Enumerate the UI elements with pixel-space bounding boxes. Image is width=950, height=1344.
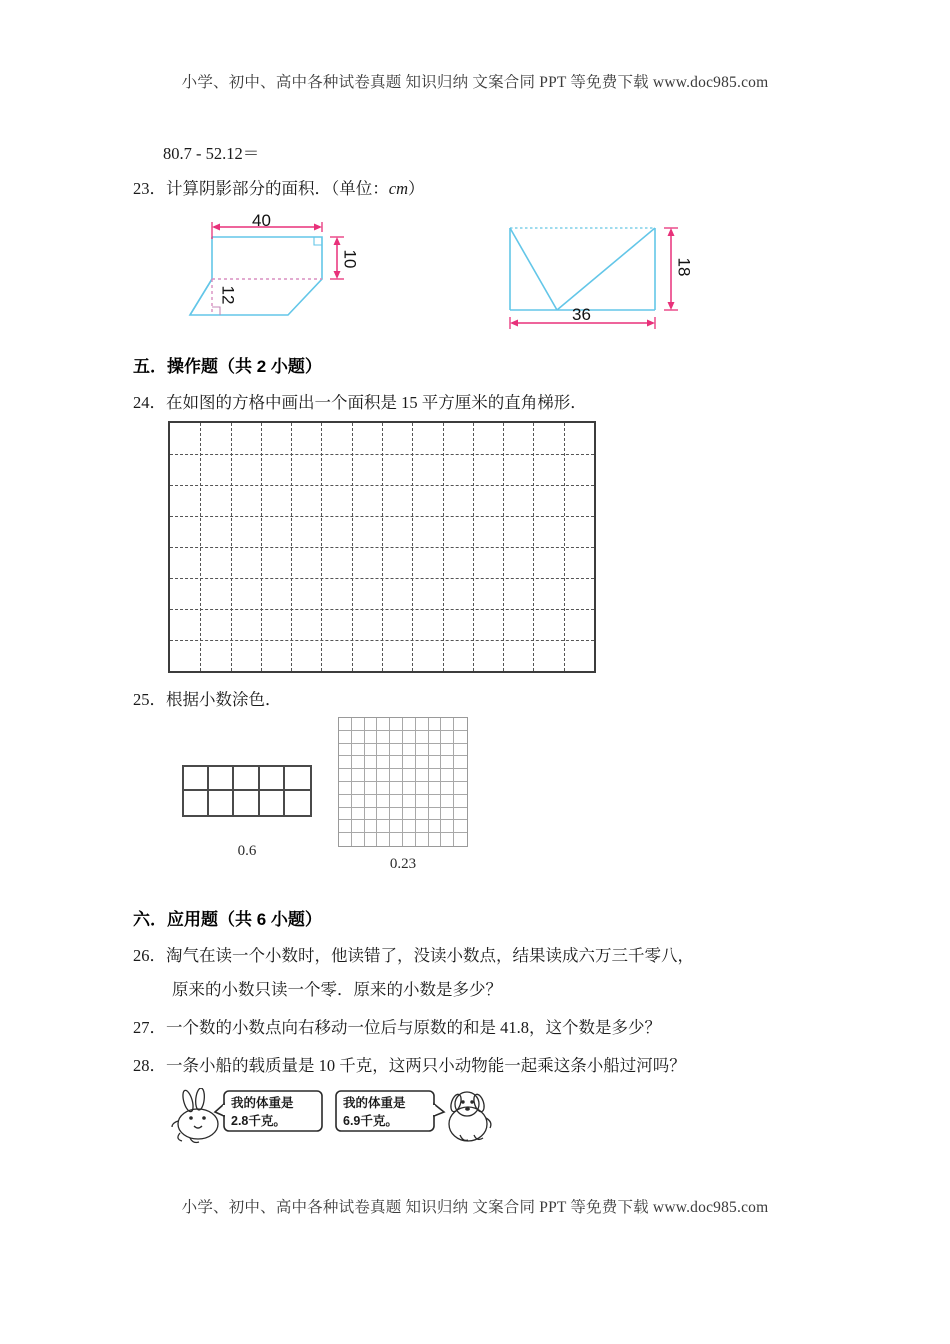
question-27-text: 一个数的小数点向右移动一位后与原数的和是 41.8，这个数是多少？: [166, 1018, 661, 1037]
grid-hline: [170, 640, 594, 641]
question-25-number: 25．: [133, 690, 166, 709]
grid-cell[interactable]: [377, 731, 390, 744]
grid-cell[interactable]: [441, 731, 454, 744]
inner-line-left-diagonal: [510, 228, 557, 310]
grid-cell[interactable]: [403, 731, 416, 744]
grid-cell[interactable]: [403, 769, 416, 782]
grid-cell[interactable]: [234, 767, 259, 791]
question-22-expression: 80.7 - 52.12＝: [163, 144, 260, 163]
question-24-number: 24．: [133, 393, 166, 412]
grid-cell[interactable]: [390, 718, 403, 731]
grid-cell[interactable]: [429, 744, 442, 757]
dim-arrow-36-right: [647, 320, 655, 327]
grid-cell[interactable]: [365, 782, 378, 795]
grid-cell[interactable]: [441, 744, 454, 757]
grid-cell[interactable]: [352, 782, 365, 795]
grid-cell[interactable]: [352, 833, 365, 846]
grid-cell[interactable]: [441, 833, 454, 846]
dim-arrow-36-left: [510, 320, 518, 327]
grid-cell[interactable]: [454, 833, 467, 846]
question-23-number: 23．: [133, 179, 166, 198]
grid-cell[interactable]: [403, 744, 416, 757]
grid-cell[interactable]: [285, 791, 310, 815]
grid-cell[interactable]: [390, 756, 403, 769]
grid-cell[interactable]: [377, 756, 390, 769]
grid-cell[interactable]: [441, 795, 454, 808]
rabbit-icon: [172, 1088, 218, 1143]
question-27-line: [133, 1014, 661, 1042]
grid-cell[interactable]: [339, 820, 352, 833]
dim-arrow-top-right: [314, 224, 322, 231]
grid-cell[interactable]: [339, 769, 352, 782]
grid-cell[interactable]: [339, 808, 352, 821]
dim-label-18: 18: [674, 257, 694, 277]
grid-hline: [170, 547, 594, 548]
grid-cell[interactable]: [429, 820, 442, 833]
grid-cell[interactable]: [441, 718, 454, 731]
grid-cell[interactable]: [454, 820, 467, 833]
animals-svg: [168, 1088, 498, 1150]
grid-cell[interactable]: [285, 767, 310, 791]
grid-cell[interactable]: [390, 820, 403, 833]
grid-cell[interactable]: [403, 756, 416, 769]
grid-hline: [170, 578, 594, 579]
dim-arrow-right-top: [334, 237, 341, 245]
dim-arrow-18-top: [668, 228, 675, 236]
grid-cell[interactable]: [365, 795, 378, 808]
inner-line-right-diagonal: [557, 228, 655, 310]
grid-cell[interactable]: [403, 833, 416, 846]
grid-cell[interactable]: [403, 808, 416, 821]
header-watermark: 小学、初中、高中各种试卷真题 知识归纳 文案合同 PPT 等免费下载 www.doc985.com: [181, 74, 769, 91]
grid-hline: [170, 454, 594, 455]
grid-cell[interactable]: [403, 718, 416, 731]
grid-cell[interactable]: [209, 767, 234, 791]
grid-cell[interactable]: [429, 731, 442, 744]
grid-cell[interactable]: [454, 808, 467, 821]
grid-cell[interactable]: [416, 718, 429, 731]
grid-cell[interactable]: [416, 744, 429, 757]
grid-cell[interactable]: [429, 718, 442, 731]
dog-icon: [449, 1092, 491, 1141]
grid-cell[interactable]: [403, 820, 416, 833]
grid-cell[interactable]: [352, 731, 365, 744]
grid-cell[interactable]: [260, 791, 285, 815]
grid-cell[interactable]: [390, 782, 403, 795]
shape-outline-path: [190, 237, 322, 315]
grid-cell[interactable]: [390, 808, 403, 821]
grid-cell[interactable]: [454, 718, 467, 731]
section-heading-five: 五．操作题（共 2 小题）: [133, 357, 322, 376]
grid-cell[interactable]: [416, 808, 429, 821]
grid-cell[interactable]: [352, 808, 365, 821]
hundredths-grid[interactable]: [338, 717, 468, 847]
grid-cell[interactable]: [454, 731, 467, 744]
question-23-text-end: ）: [408, 179, 425, 198]
dim-arrow-18-bottom: [668, 302, 675, 310]
grid-cell[interactable]: [352, 820, 365, 833]
grid-cell[interactable]: [416, 795, 429, 808]
grid-cell[interactable]: [352, 795, 365, 808]
shape-left-slant: [190, 279, 212, 315]
grid-cell[interactable]: [390, 769, 403, 782]
grid-cell[interactable]: [441, 769, 454, 782]
grid-hline: [170, 516, 594, 517]
figure-left-trapezoid: [180, 205, 420, 340]
grid-hline: [170, 485, 594, 486]
grid-cell[interactable]: [429, 756, 442, 769]
question-26-number: 26．: [133, 946, 166, 965]
grid-cell[interactable]: [454, 769, 467, 782]
question-28-number: 28．: [133, 1056, 166, 1075]
grid-cell[interactable]: [377, 744, 390, 757]
grid-cell[interactable]: [441, 808, 454, 821]
grid-cell[interactable]: [403, 795, 416, 808]
rabbit-bubble-line2: 2.8千克。: [231, 1114, 286, 1128]
question-27-number: 27．: [133, 1018, 166, 1037]
grid-cell[interactable]: [234, 791, 259, 815]
dim-arrow-right-bottom: [334, 271, 341, 279]
grid-cell[interactable]: [184, 791, 209, 815]
question-26-line1: [133, 942, 694, 970]
grid-cell[interactable]: [416, 820, 429, 833]
grid-cell[interactable]: [377, 833, 390, 846]
grid-cell[interactable]: [339, 756, 352, 769]
grid-cell[interactable]: [441, 820, 454, 833]
grid-cell[interactable]: [390, 833, 403, 846]
grid-cell[interactable]: [184, 767, 209, 791]
dog-bubble-line1: 我的体重是: [343, 1096, 406, 1110]
grid-cell[interactable]: [339, 795, 352, 808]
question-24-text: 在如图的方格中画出一个面积是 15 平方厘米的直角梯形．: [166, 393, 587, 412]
dim-label-40: 40: [252, 211, 271, 230]
dim-label-12: 12: [218, 285, 238, 305]
right-angle-marker-bottomleft: [212, 307, 220, 315]
grid-cell[interactable]: [365, 744, 378, 757]
grid-cell[interactable]: [390, 731, 403, 744]
grid-cell[interactable]: [416, 731, 429, 744]
tenths-grid-label: 0.6: [237, 843, 257, 859]
grid-cell[interactable]: [416, 769, 429, 782]
grid-cell[interactable]: [429, 833, 442, 846]
grid-cell[interactable]: [352, 769, 365, 782]
grid-cell[interactable]: [365, 808, 378, 821]
dim-label-36: 36: [572, 305, 591, 324]
grid-cell[interactable]: [352, 744, 365, 757]
grid-cell[interactable]: [377, 769, 390, 782]
question-23-line: [133, 175, 425, 203]
grid-cell[interactable]: [365, 820, 378, 833]
grid-cell[interactable]: [403, 782, 416, 795]
grid-cell[interactable]: [429, 808, 442, 821]
animals-illustration: [168, 1088, 498, 1150]
dim-label-10: 10: [340, 249, 360, 269]
question-25-line: [133, 686, 282, 714]
grid-cell[interactable]: [429, 769, 442, 782]
tenths-grid[interactable]: [182, 765, 312, 817]
grid-cell[interactable]: [416, 782, 429, 795]
question-23-text: 计算阴影部分的面积．（单位：: [166, 179, 389, 198]
grid-cell[interactable]: [352, 718, 365, 731]
question-26-line2: 原来的小数只读一个零．原来的小数是多少？: [172, 980, 502, 999]
section-heading-six: 六．应用题（共 6 小题）: [133, 910, 322, 929]
grid-cell[interactable]: [365, 769, 378, 782]
hundredths-grid-label: 0.23: [389, 856, 417, 872]
grid-cell[interactable]: [377, 795, 390, 808]
rabbit-bubble-line1: 我的体重是: [231, 1096, 294, 1110]
question-28-text: 一条小船的载质量是 10 千克，这两只小动物能一起乘这条小船过河吗？: [166, 1056, 686, 1075]
grid-cell[interactable]: [377, 808, 390, 821]
grid-cell[interactable]: [260, 767, 285, 791]
grid-cell[interactable]: [365, 756, 378, 769]
question-25-text: 根据小数涂色．: [166, 690, 282, 709]
dim-arrow-top-left: [212, 224, 220, 231]
grid-cell[interactable]: [441, 756, 454, 769]
grid-cell[interactable]: [339, 833, 352, 846]
square-grid-24[interactable]: [168, 421, 596, 673]
grid-cell[interactable]: [365, 731, 378, 744]
grid-cell[interactable]: [365, 718, 378, 731]
grid-cell[interactable]: [390, 795, 403, 808]
grid-cell[interactable]: [416, 833, 429, 846]
grid-cell[interactable]: [339, 718, 352, 731]
grid-cell[interactable]: [209, 791, 234, 815]
question-24-line: [133, 389, 587, 417]
right-angle-marker-topright: [314, 237, 322, 245]
grid-cell[interactable]: [454, 782, 467, 795]
grid-cell[interactable]: [377, 820, 390, 833]
figure-left-svg: [180, 205, 420, 340]
grid-cell[interactable]: [377, 718, 390, 731]
grid-hline: [170, 609, 594, 610]
grid-cell[interactable]: [416, 756, 429, 769]
figure-right-rectangle: [495, 205, 715, 340]
grid-cell[interactable]: [454, 756, 467, 769]
grid-cell[interactable]: [377, 782, 390, 795]
question-23-unit: cm: [388, 179, 408, 198]
question-28-line: [133, 1052, 686, 1080]
grid-cell[interactable]: [365, 833, 378, 846]
dog-bubble-line2: 6.9千克。: [343, 1114, 398, 1128]
grid-cell[interactable]: [454, 744, 467, 757]
grid-cell[interactable]: [454, 795, 467, 808]
grid-cell[interactable]: [441, 782, 454, 795]
footer-watermark: 小学、初中、高中各种试卷真题 知识归纳 文案合同 PPT 等免费下载 www.doc985.com: [181, 1199, 769, 1216]
grid-cell[interactable]: [390, 744, 403, 757]
grid-cell[interactable]: [352, 756, 365, 769]
grid-cell[interactable]: [339, 731, 352, 744]
grid-cell[interactable]: [339, 782, 352, 795]
question-26-text1: 淘气在读一个小数时，他读错了，没读小数点，结果读成六万三千零八，: [166, 946, 694, 965]
grid-cell[interactable]: [429, 782, 442, 795]
grid-cell[interactable]: [339, 744, 352, 757]
grid-cell[interactable]: [429, 795, 442, 808]
